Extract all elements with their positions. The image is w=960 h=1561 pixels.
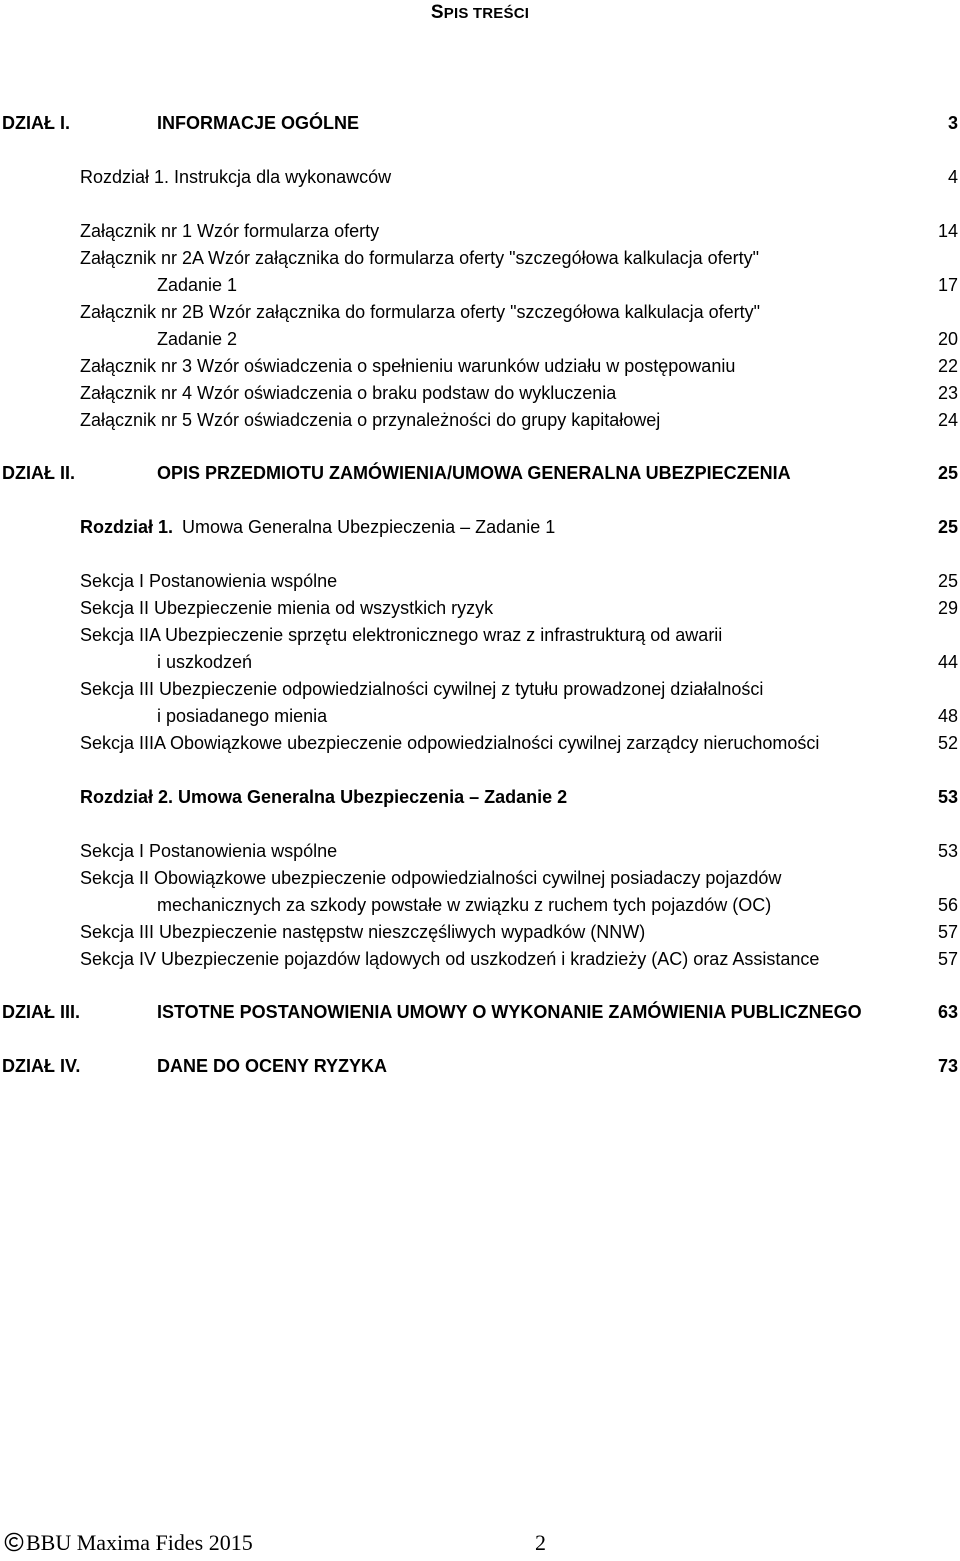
toc-entry-zalacznik-4[interactable] (0, 380, 960, 406)
toc-entry-z2-sekcja-2-cont[interactable] (0, 892, 960, 918)
toc-entry-dzial-2[interactable] (0, 460, 960, 486)
toc-entry-zalacznik-2a-cont[interactable] (0, 272, 960, 298)
toc-text-continuation: i posiadanego mienia (157, 706, 328, 726)
toc-page: 14 (937, 221, 958, 241)
toc-text: Sekcja I Postanowienia wspólne (80, 571, 338, 591)
toc-page: 17 (937, 275, 958, 295)
toc-entry-dzial-3[interactable] (0, 999, 960, 1025)
toc-text: DANE DO OCENY RYZYKA (157, 1056, 388, 1076)
toc-text: ISTOTNE POSTANOWIENIA UMOWY O WYKONANIE ZAMÓWIENIA PUBLICZNEGO (157, 1002, 862, 1022)
toc-text-continuation: mechanicznych za szkody powstałe w związku z ruchem tych pojazdów (OC) (157, 895, 772, 915)
toc-page: 3 (947, 113, 958, 133)
toc-entry-dzial-1[interactable] (0, 110, 960, 136)
toc-page: 29 (937, 598, 958, 618)
toc-text: Sekcja II Obowiązkowe ubezpieczenie odpowiedzialności cywilnej posiadaczy pojazdów (80, 868, 782, 888)
toc-entry-sekcja-3[interactable] (0, 676, 960, 702)
toc-page: 24 (937, 410, 958, 430)
toc-label: Rozdział 1. (80, 517, 174, 537)
toc-entry-sekcja-3-cont[interactable] (0, 703, 960, 729)
toc-page: 56 (937, 895, 958, 915)
toc-page: 22 (937, 356, 958, 376)
toc-text-continuation: i uszkodzeń (157, 652, 253, 672)
toc-page: 48 (937, 706, 958, 726)
toc-text: Sekcja IIA Ubezpieczenie sprzętu elektronicznego wraz z infrastrukturą od awarii (80, 625, 723, 645)
toc-entry-zalacznik-2b-cont[interactable] (0, 326, 960, 352)
toc-text: Załącznik nr 3 Wzór oświadczenia o spełnieniu warunków udziału w postępowaniu (80, 356, 736, 376)
toc-text: Rozdział 2. Umowa Generalna Ubezpieczenia – Zadanie 2 (80, 787, 568, 807)
toc-text: OPIS PRZEDMIOTU ZAMÓWIENIA/UMOWA GENERALNA UBEZPIECZENIA (157, 463, 791, 483)
toc-page: 23 (937, 383, 958, 403)
toc-text: Sekcja I Postanowienia wspólne (80, 841, 338, 861)
page-title (0, 2, 960, 24)
toc-entry-zalacznik-2b[interactable] (0, 299, 960, 325)
toc-page: 53 (937, 787, 958, 807)
toc-page: 25 (937, 571, 958, 591)
toc-text: INFORMACJE OGÓLNE (157, 113, 360, 133)
toc-page: 52 (937, 733, 958, 753)
toc-page: 44 (937, 652, 958, 672)
footer-copyright-text: BBU Maxima Fides 2015 (26, 1530, 253, 1555)
toc-text: Załącznik nr 1 Wzór formularza oferty (80, 221, 380, 241)
toc-entry-d2-rozdzial-2[interactable] (0, 784, 960, 810)
toc-page: 57 (937, 949, 958, 969)
title-initial: S (430, 2, 444, 23)
toc-text-continuation: Zadanie 2 (157, 329, 238, 349)
copyright-icon (4, 1532, 24, 1552)
toc-label: DZIAŁ III. (2, 1002, 80, 1022)
toc-text: Załącznik nr 4 Wzór oświadczenia o braku podstaw do wykluczenia (80, 383, 617, 403)
toc-entry-zalacznik-3[interactable] (0, 353, 960, 379)
footer-page-number: 2 (535, 1530, 546, 1555)
toc-text: Rozdział 1. Instrukcja dla wykonawców (80, 167, 392, 187)
toc-label: DZIAŁ IV. (2, 1056, 81, 1076)
toc-text: Załącznik nr 2A Wzór załącznika do formularza oferty "szczegółowa kalkulacja oferty" (80, 248, 760, 268)
toc-text: Załącznik nr 2B Wzór załącznika do formularza oferty "szczegółowa kalkulacja oferty" (80, 302, 761, 322)
toc-text: Sekcja III Ubezpieczenie następstw nieszczęśliwych wypadków (NNW) (80, 922, 646, 942)
toc-text: Sekcja IIIA Obowiązkowe ubezpieczenie odpowiedzialności cywilnej zarządcy nieruchomości (80, 733, 820, 753)
toc-entry-rozdzial-1[interactable] (0, 164, 960, 190)
toc-entry-z2-sekcja-4[interactable] (0, 946, 960, 972)
toc-page: 25 (937, 517, 958, 537)
page-footer (0, 1526, 960, 1556)
toc-page: 63 (937, 1002, 958, 1022)
toc-page: 73 (937, 1056, 958, 1076)
toc-entry-z2-sekcja-1[interactable] (0, 838, 960, 864)
toc-entry-d2-rozdzial-1[interactable] (0, 514, 960, 540)
toc-label: DZIAŁ II. (2, 463, 75, 483)
toc-entry-sekcja-1[interactable] (0, 568, 960, 594)
toc-page: 53 (937, 841, 958, 861)
toc-text-continuation: Zadanie 1 (157, 275, 238, 295)
toc-page: 20 (937, 329, 958, 349)
toc-entry-z2-sekcja-3[interactable] (0, 919, 960, 945)
toc-text: Sekcja III Ubezpieczenie odpowiedzialności cywilnej z tytułu prowadzonej działalności (80, 679, 764, 699)
toc-entry-zalacznik-5[interactable] (0, 407, 960, 433)
toc-entry-sekcja-2[interactable] (0, 595, 960, 621)
toc-page: 57 (937, 922, 958, 942)
toc-text: Umowa Generalna Ubezpieczenia – Zadanie 1 (182, 517, 556, 537)
toc-text: Załącznik nr 5 Wzór oświadczenia o przynależności do grupy kapitałowej (80, 410, 661, 430)
toc-entry-sekcja-2a-cont[interactable] (0, 649, 960, 675)
toc-text: Sekcja IV Ubezpieczenie pojazdów lądowych od uszkodzeń i kradzieży (AC) oraz Assistance (80, 949, 820, 969)
toc-entry-dzial-4[interactable] (0, 1053, 960, 1079)
toc-text: Sekcja II Ubezpieczenie mienia od wszystkich ryzyk (80, 598, 494, 618)
toc-entry-z2-sekcja-2[interactable] (0, 865, 960, 891)
toc-label: DZIAŁ I. (2, 113, 70, 133)
title-rest: PIS TREŚCI (443, 5, 530, 22)
toc-entry-zalacznik-2a[interactable] (0, 245, 960, 271)
toc-page: 25 (937, 463, 958, 483)
toc-page: 4 (947, 167, 958, 187)
toc-entry-sekcja-2a[interactable] (0, 622, 960, 648)
toc-entry-zalacznik-1[interactable] (0, 218, 960, 244)
toc-entry-sekcja-3a[interactable] (0, 730, 960, 756)
footer-copyright (4, 1530, 253, 1556)
